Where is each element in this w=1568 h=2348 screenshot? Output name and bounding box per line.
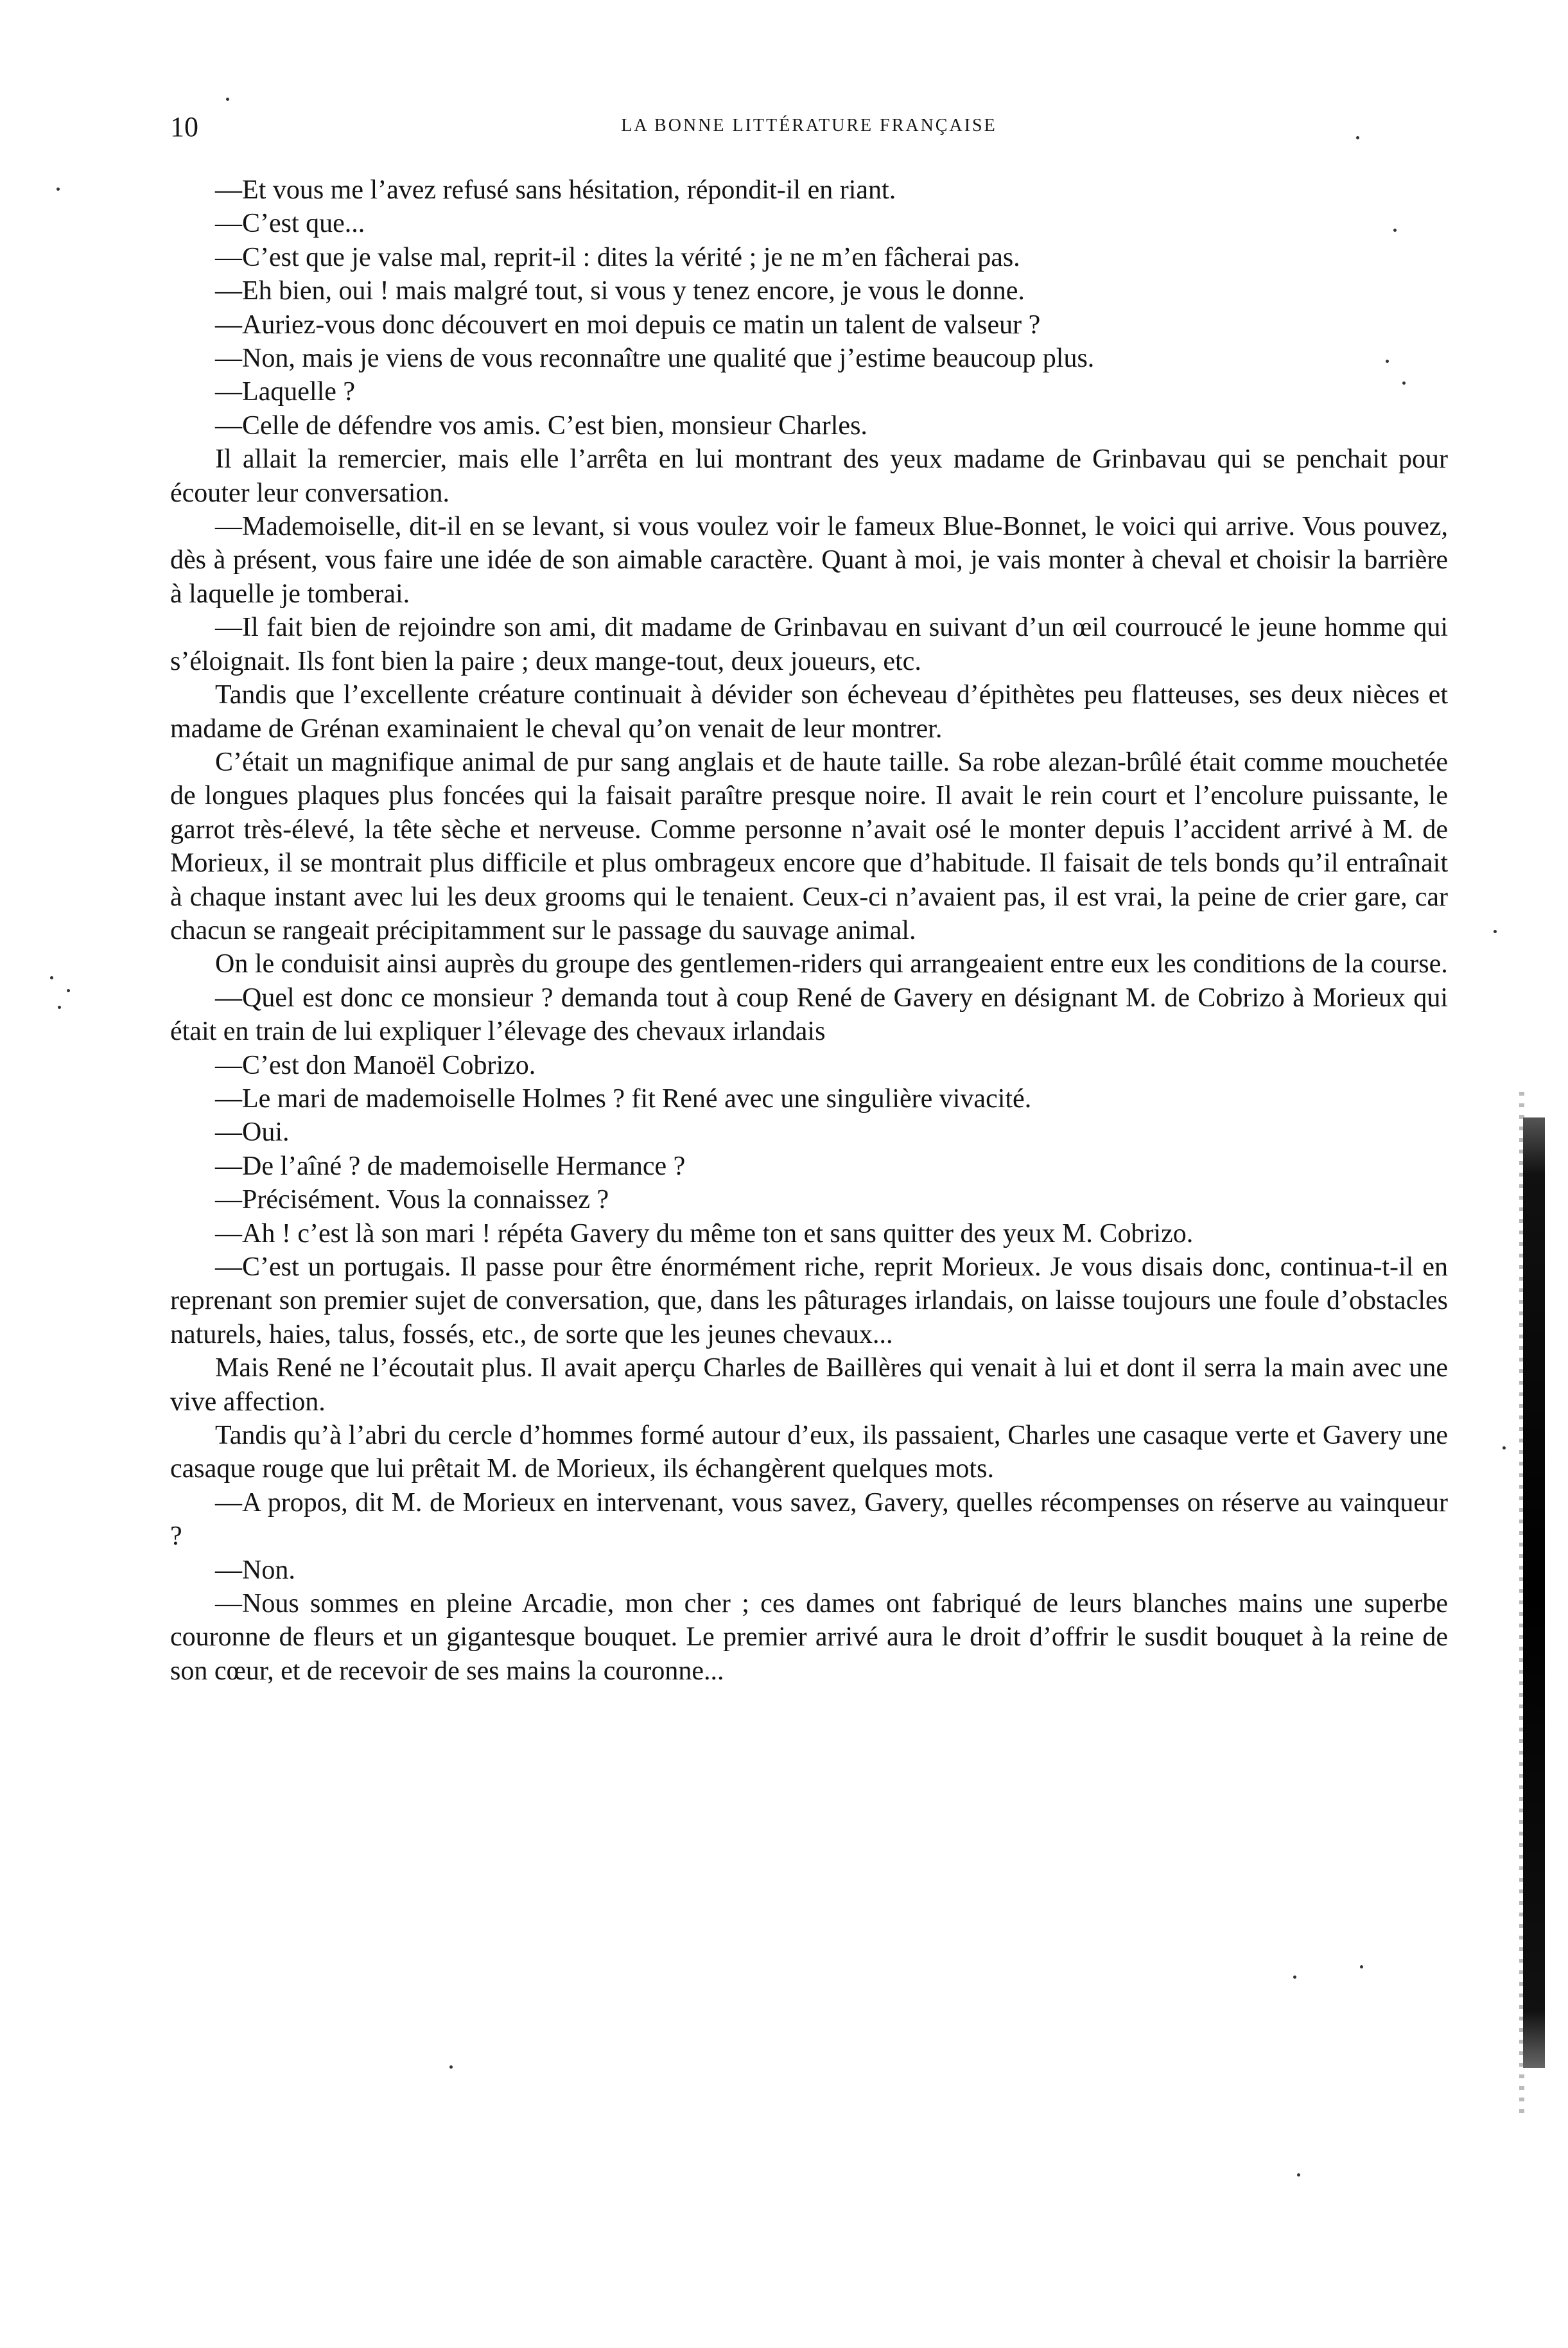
paragraph: On le conduisit ainsi auprès du groupe des gentlemen-riders qui arrangeaient entre eux les conditions de la course. [215,949,1448,979]
scan-speck [1503,1446,1506,1450]
paragraph: —Auriez-vous donc découvert en moi depuis ce matin un talent de valseur ? [215,310,1041,340]
scan-speck [57,188,60,191]
scan-speck [226,98,229,101]
paragraph: —C’est que je valse mal, reprit-il : dites la vérité ; je ne m’en fâcherai pas. [215,242,1020,272]
paragraph: —Ah ! c’est là son mari ! répéta Gavery du même ton et sans quitter des yeux M. Cobrizo. [215,1218,1194,1248]
paragraph: —Celle de défendre vos amis. C’est bien, monsieur Charles. [215,410,867,441]
paragraph: —De l’aîné ? de mademoiselle Hermance ? [215,1151,686,1181]
scan-speck [1356,136,1359,139]
paragraph: —Eh bien, oui ! mais malgré tout, si vous y tenez encore, je vous le donne. [215,276,1025,306]
scan-speck [1402,381,1406,385]
paragraph: —C’est don Manoël Cobrizo. [215,1050,536,1080]
text-body [170,173,1448,1688]
scan-speck [1293,1976,1296,1979]
page-number: 10 [170,111,198,143]
paragraph: —Laquelle ? [215,377,356,407]
scan-speck [1360,1965,1363,1968]
paragraph: —Non, mais je viens de vous reconnaître une qualité que j’estime beaucoup plus. [215,344,1095,374]
running-title: LA BONNE LITTÉRATURE FRANÇAISE [621,116,997,136]
paragraph: Tandis qu’à l’abri du cercle d’hommes formé autour d’eux, ils passaient, Charles une casaque verte et Gavery une casaque rouge que lui prêtait M. de Morieux, ils échangèrent quelques mots. [170,1421,1448,1484]
paragraph: —Précisément. Vous la connaissez ? [215,1185,609,1215]
scan-speck [1494,930,1497,933]
paragraph: —Il fait bien de rejoindre son ami, dit madame de Grinbavau en suivant d’un œil courroucé le jeune homme qui s’éloignait. Ils font bien la paire ; deux mange-tout, deux joueurs, etc. [170,613,1448,676]
scan-speck [1297,2173,1300,2177]
paragraph: —Quel est donc ce monsieur ? demanda tout à coup René de Gavery en désignant M. de Cobrizo à Morieux qui était en train de lui expliquer l’élevage des chevaux irlandais [170,983,1448,1047]
scan-speck [449,2065,453,2069]
paragraph: Mais René ne l’écoutait plus. Il avait aperçu Charles de Baillères qui venait à lui et dont il serra la main avec une vive affection. [170,1353,1448,1417]
paragraph: Il allait la remercier, mais elle l’arrêta en lui montrant des yeux madame de Grinbavau qui se penchait pour écouter leur conversation. [170,444,1448,508]
paragraph: —A propos, dit M. de Morieux en intervenant, vous savez, Gavery, quelles récompenses on réserve au vainqueur ? [170,1487,1448,1552]
paragraph: Tandis que l’excellente créature continuait à dévider son écheveau d’épithètes peu flatteuses, ses deux nièces et madame de Grénan examinaient le cheval qu’on venait de leur montrer. [170,680,1448,744]
scan-speck [50,976,53,979]
paragraph: —Et vous me l’avez refusé sans hésitation, répondit-il en riant. [215,175,896,205]
paragraph: —Le mari de mademoiselle Holmes ? fit René avec une singulière vivacité. [215,1083,1032,1114]
page-header [170,110,1448,149]
paragraph: C’était un magnifique animal de pur sang anglais et de haute taille. Sa robe alezan-brûlé était comme mouchetée de longues plaques plus foncées qui la faisait paraître presque noire. Il avait le rein court et l’encolure puissante, le garrot très-élevé, la tête sèche et nerveuse. Comme personne n’avait osé le monter depuis l’accident arrivé à M. de Morieux, il se montrait plus difficile et plus ombrageux encore que d’habitude. Il faisait de tels bonds qu’il entraînait à chaque instant avec lui les deux grooms qui le tenaient. Ceux-ci n’avaient pas, il est vrai, la peine de crier gare, car chacun se rangeait précipitamment sur le passage du sauvage animal. [170,747,1448,945]
scan-speck [67,989,70,992]
scan-edge-strip [1523,1117,1545,2068]
paragraph: —C’est un portugais. Il passe pour être énormément riche, reprit Morieux. Je vous disais donc, continua-t-il en reprenant son premier sujet de conversation, que, dans les pâturages irlandais, on laisse toujours une foule d’obstacles naturels, haies, talus, fossés, etc., de sorte que les jeunes chevaux... [170,1252,1448,1349]
scan-speck [1393,229,1397,232]
scan-speck [1386,360,1389,363]
paragraph: —C’est que... [215,209,365,239]
scan-speck [58,1006,61,1009]
paragraph: —Nous sommes en pleine Arcadie, mon cher ; ces dames ont fabriqué de leurs blanches mains une superbe couronne de fleurs et un gigantesque bouquet. Le premier arrivé aura le droit d’offrir le susdit bouquet à la reine de son cœur, et de recevoir de ses mains la couronne... [170,1589,1448,1686]
paragraph: —Oui. [215,1117,290,1148]
paragraph: —Mademoiselle, dit-il en se levant, si vous voulez voir le fameux Blue-Bonnet, le voici qui arrive. Vous pouvez, dès à présent, vous faire une idée de son aimable caractère. Quant à moi, je vais monter à cheval et choisir la barrière à laquelle je tomberai. [170,512,1448,609]
paragraph: —Non. [215,1555,295,1585]
